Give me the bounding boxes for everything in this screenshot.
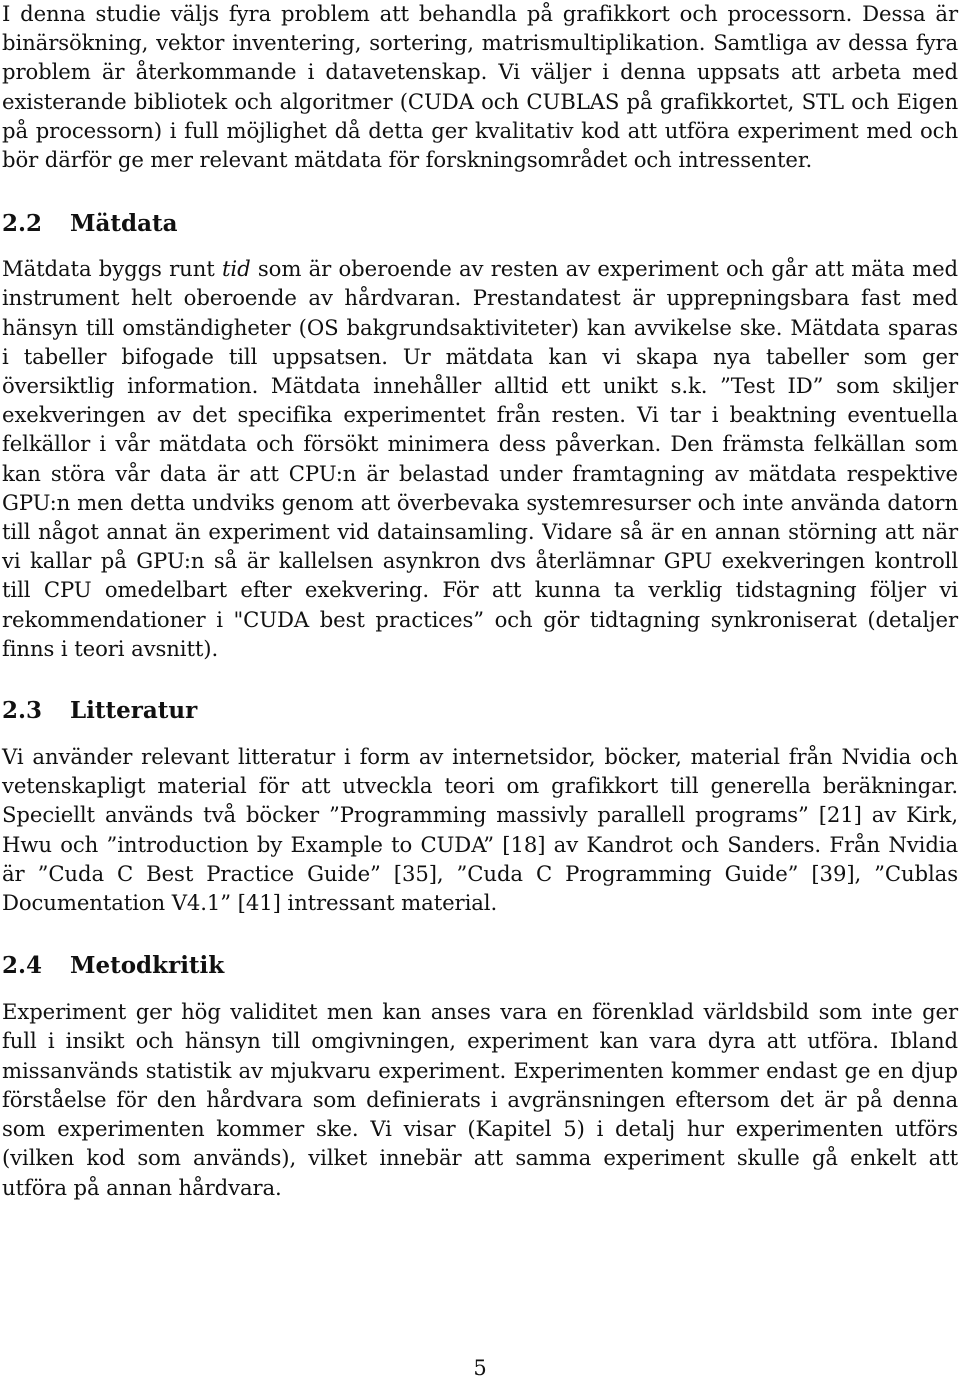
section-title: Mätdata [70, 210, 178, 238]
section-paragraph-metodkritik: Experiment ger hög validitet men kan anses vara en förenklad världsbild som inte ger full i insikt och hänsyn till omgivningen, experiment kan vara dyra att utföra. Ibland missanvänds statistik av mjukvaru experiment. Experimenten kommer endast ge en djup förståelse för den hårdvara som definierats i avgränsningen eftersom det är på denna som experimenten kommer ske. Vi visar (Kapitel 5) i detalj hur experimenten utförs (vilken kod som används), vilket innebär att samma experiment skulle gå enkelt att utföra på annan hårdvara. [2, 999, 958, 1200]
page-number: 5 [473, 1356, 487, 1380]
section-heading-matdata [2, 209, 958, 239]
section-number: 2.4 [2, 952, 43, 980]
emphasized-word: tid [222, 256, 251, 282]
paragraph-text: Mätdata byggs runt [2, 256, 223, 282]
section-heading-litteratur [2, 696, 958, 726]
section-title: Litteratur [70, 697, 198, 725]
section-title: Metodkritik [70, 952, 225, 980]
section-number: 2.3 [2, 697, 43, 725]
paragraph-text: som är oberoende av resten av experiment och går att mäta med instrument helt oberoende av hårdvaran. Prestandatest är upprepningsbara fast med hänsyn till omständigheter (OS bakgrundsaktiviteter) kan avvikelse ske. Mätdata sparas i tabeller bifogade till uppsatsen. Ur mätdata kan vi skapa nya tabeller som ger översiktlig information. Mätdata innehåller alltid ett unikt s.k. ”Test ID” som skiljer exekveringen av det specifika experimentet från resten. Vi tar i beaktning eventuella felkällor i vår mätdata och försökt minimera dess påverkan. Den främsta felkällan som kan störa vår data är att CPU:n är belastad under framtagning av mätdata respektive GPU:n men detta undviks genom att överbevaka systemresurser och inte använda datorn till något annat än experiment vid datainsamling. Vidare så är en annan störning att när vi kallar på GPU:n så är kallelsen asynkron dvs återlämnar GPU exekveringen kontroll till CPU omedelbart efter exekvering. För att kunna ta verklig tidstagning följer vi rekommendationer i "CUDA best practices” och gör tidtagning synkroniserat (detaljer finns i teori avsnitt). [2, 256, 958, 661]
section-number: 2.2 [2, 210, 43, 238]
section-paragraph-litteratur: Vi använder relevant litteratur i form av internetsidor, böcker, material från Nvidia och vetenskapligt material för att utveckla teori om grafikkort till generella beräkningar. Speciellt används två böcker ”Programming massivly parallell programs” [21] av Kirk, Hwu och ”introduction by Example to CUDA” [18] av Kandrot och Sanders. Från Nvidia är ”Cuda C Best Practice Guide” [35], ”Cuda C Programming Guide” [39], ”Cublas Documentation V4.1” [41] intressant material. [2, 744, 958, 916]
section-heading-metodkritik [2, 951, 958, 981]
intro-paragraph: I denna studie väljs fyra problem att behandla på grafikkort och processorn. Dessa är binärsökning, vektor inventering, sortering, matrismultiplikation. Samtliga av dessa fyra problem är återkommande i datavetenskap. Vi väljer i denna uppsats att arbeta med existerande bibliotek och algoritmer (CUDA och CUBLAS på grafikkortet, STL och Eigen på processorn) i full möjlighet då detta ger kvalitativ kod att utföra experiment med och bör därför ge mer relevant mätdata för forskningsområdet och intressenter. [2, 1, 958, 173]
section-paragraph-matdata [2, 254, 958, 663]
document-page [2, 0, 958, 1202]
